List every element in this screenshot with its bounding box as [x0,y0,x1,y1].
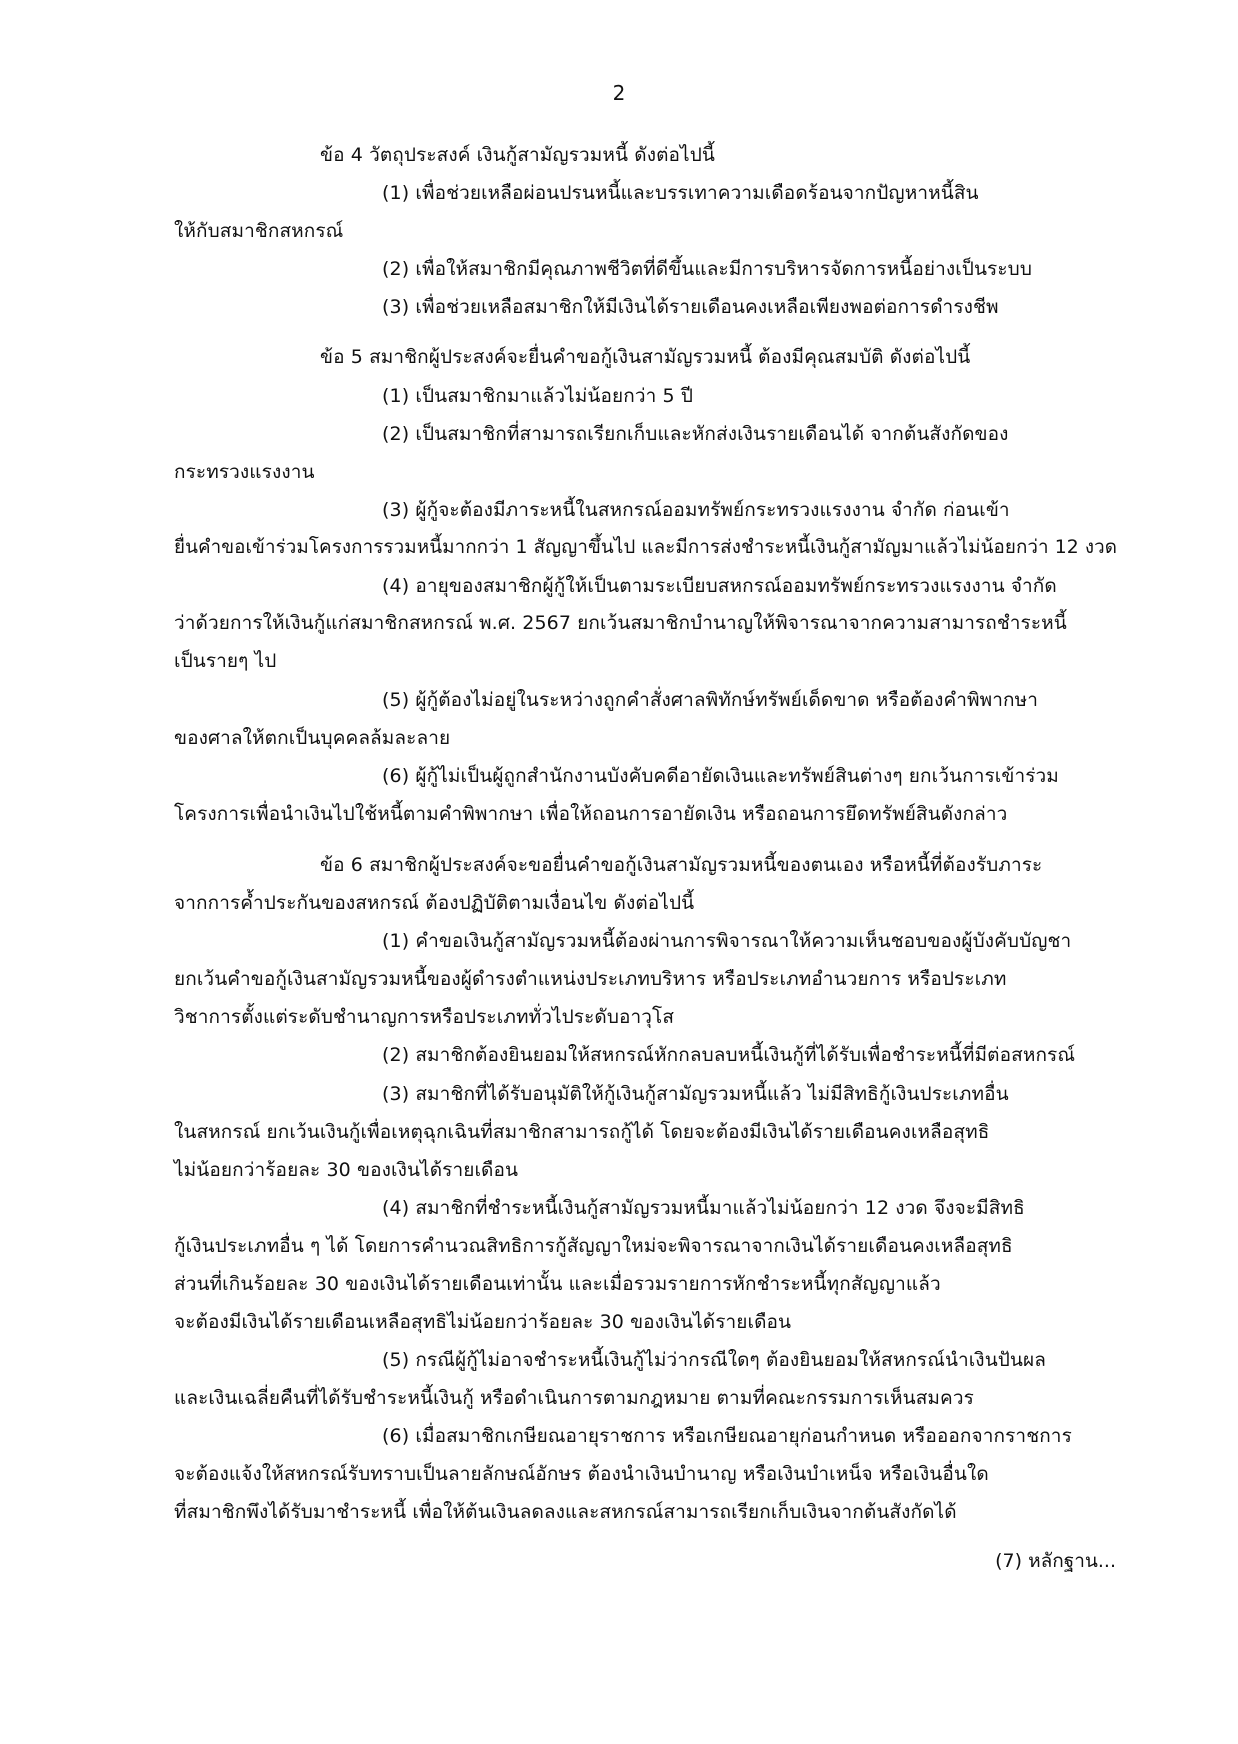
clause-6-item-6: (6) เมื่อสมาชิกเกษียณอายุราชการ หรือเกษียณอายุก่อนกำหนด หรือออกจากราชการ [382,1425,1072,1447]
clause-5-item-4-cont-1: ว่าด้วยการให้เงินกู้แก่สมาชิกสหกรณ์ พ.ศ. 2567 ยกเว้นสมาชิกบำนาญให้พิจารณาจากความสามารถชำระหนี้ [174,612,1067,634]
clause-5-item-2: (2) เป็นสมาชิกที่สามารถเรียกเก็บและหักส่งเงินรายเดือนได้ จากต้นสังกัดของ [382,423,1009,445]
clause-6-item-5: (5) กรณีผู้กู้ไม่อาจชำระหนี้เงินกู้ไม่ว่ากรณีใดๆ ต้องยินยอมให้สหกรณ์นำเงินปันผล [382,1349,1047,1371]
clause-6-item-6-cont-1: จะต้องแจ้งให้สหกรณ์รับทราบเป็นลายลักษณ์อักษร ต้องนำเงินบำนาญ หรือเงินบำเหน็จ หรือเงินอื่นใด [174,1463,989,1485]
clause-6-item-3: (3) สมาชิกที่ได้รับอนุมัติให้กู้เงินกู้สามัญรวมหนี้แล้ว ไม่มีสิทธิกู้เงินประเภทอื่น [382,1083,1009,1105]
clause-5-item-4: (4) อายุของสมาชิกผู้กู้ให้เป็นตามระเบียบสหกรณ์ออมทรัพย์กระทรวงแรงงาน จำกัด [382,575,1057,597]
clause-5-item-5: (5) ผู้กู้ต้องไม่อยู่ในระหว่างถูกคำสั่งศาลพิทักษ์ทรัพย์เด็ดขาด หรือต้องคำพิพากษา [382,689,1039,711]
clause-5-item-3: (3) ผู้กู้จะต้องมีภาระหนี้ในสหกรณ์ออมทรัพย์กระทรวงแรงงาน จำกัด ก่อนเข้า [382,499,1010,521]
clause-6-item-1-cont-2: วิชาการตั้งแต่ระดับชำนาญการหรือประเภททั่วไประดับอาวุโส [174,1006,675,1028]
clause-6-item-6-cont-2: ที่สมาชิกพึงได้รับมาชำระหนี้ เพื่อให้ต้นเงินลดลงและสหกรณ์สามารถเรียกเก็บเงินจากต้นสังกัดได้ [174,1501,957,1523]
clause-6-item-2: (2) สมาชิกต้องยินยอมให้สหกรณ์หักกลบลบหนี้เงินกู้ที่ได้รับเพื่อชำระหนี้ที่มีต่อสหกรณ์ [382,1044,1076,1066]
clause-6-heading: ข้อ 6 สมาชิกผู้ประสงค์จะขอยื่นคำขอกู้เงินสามัญรวมหนี้ของตนเอง หรือหนี้ที่ต้องรับภาระ [320,854,1043,876]
clause-5-item-3-cont: ยื่นคำขอเข้าร่วมโครงการรวมหนี้มากกว่า 1 สัญญาขึ้นไป และมีการส่งชำระหนี้เงินกู้สามัญมาแล้วไม่น้อยกว่า 12 งวด [174,537,1118,558]
clause-5-item-1: (1) เป็นสมาชิกมาแล้วไม่น้อยกว่า 5 ปี [382,385,694,407]
clause-5-item-4-cont-2: เป็นรายๆ ไป [174,650,277,672]
clause-4-item-3: (3) เพื่อช่วยเหลือสมาชิกให้มีเงินได้รายเดือนคงเหลือเพียงพอต่อการดำรงชีพ [382,296,999,318]
clause-6-item-4-cont-3: จะต้องมีเงินได้รายเดือนเหลือสุทธิไม่น้อยกว่าร้อยละ 30 ของเงินได้รายเดือน [174,1311,792,1333]
clause-6-heading-cont: จากการค้ำประกันของสหกรณ์ ต้องปฏิบัติตามเงื่อนไข ดังต่อไปนี้ [174,892,695,914]
clause-6-item-1-cont-1: ยกเว้นคำขอกู้เงินสามัญรวมหนี้ของผู้ดำรงตำแหน่งประเภทบริหาร หรือประเภทอำนวยการ หรือประเภท [174,968,1007,990]
clause-6-item-5-cont: และเงินเฉลี่ยคืนที่ได้รับชำระหนี้เงินกู้ หรือดำเนินการตามกฎหมาย ตามที่คณะกรรมการเห็นสมควร [174,1387,974,1409]
clause-5-item-5-cont: ของศาลให้ตกเป็นบุคคลล้มละลาย [174,727,451,749]
clause-6-item-3-cont-2: ไม่น้อยกว่าร้อยละ 30 ของเงินได้รายเดือน [174,1159,519,1181]
clause-4-item-1: (1) เพื่อช่วยเหลือผ่อนปรนหนี้และบรรเทาความเดือดร้อนจากปัญหาหนี้สิน [382,182,979,204]
continuation-note: (7) หลักฐาน... [995,1550,1116,1572]
clause-4-item-2: (2) เพื่อให้สมาชิกมีคุณภาพชีวิตที่ดีขึ้นและมีการบริหารจัดการหนี้อย่างเป็นระบบ [382,258,1032,280]
clause-4-item-1-cont: ให้กับสมาชิกสหกรณ์ [174,220,344,242]
clause-6-item-4: (4) สมาชิกที่ชำระหนี้เงินกู้สามัญรวมหนี้มาแล้วไม่น้อยกว่า 12 งวด จึงจะมีสิทธิ [382,1197,1025,1219]
clause-5-item-6-cont: โครงการเพื่อนำเงินไปใช้หนี้ตามคำพิพากษา เพื่อให้ถอนการอายัดเงิน หรือถอนการยึดทรัพย์สินดังกล่าว [174,803,1008,825]
clause-6-item-4-cont-1: กู้เงินประเภทอื่น ๆ ได้ โดยการคำนวณสิทธิการกู้สัญญาใหม่จะพิจารณาจากเงินได้รายเดือนคงเหลือสุทธิ [174,1235,1013,1257]
clause-5-item-6: (6) ผู้กู้ไม่เป็นผู้ถูกสำนักงานบังคับคดีอายัดเงินและทรัพย์สินต่างๆ ยกเว้นการเข้าร่วม [382,765,1059,787]
clause-5-item-2-cont: กระทรวงแรงงาน [174,461,315,483]
clause-6-item-4-cont-2: ส่วนที่เกินร้อยละ 30 ของเงินได้รายเดือนเท่านั้น และเมื่อรวมรายการหักชำระหนี้ทุกสัญญาแล้ว [174,1273,941,1295]
page-number: 2 [612,81,626,105]
clause-5-heading: ข้อ 5 สมาชิกผู้ประสงค์จะยื่นคำขอกู้เงินสามัญรวมหนี้ ต้องมีคุณสมบัติ ดังต่อไปนี้ [320,346,971,368]
clause-6-item-3-cont-1: ในสหกรณ์ ยกเว้นเงินกู้เพื่อเหตุฉุกเฉินที่สมาชิกสามารถกู้ได้ โดยจะต้องมีเงินได้รายเดือนคงเหลือสุทธิ [174,1121,990,1143]
clause-4-heading: ข้อ 4 วัตถุประสงค์ เงินกู้สามัญรวมหนี้ ดังต่อไปนี้ [320,144,715,166]
clause-6-item-1: (1) คำขอเงินกู้สามัญรวมหนี้ต้องผ่านการพิจารณาให้ความเห็นชอบของผู้บังคับบัญชา [382,930,1072,952]
